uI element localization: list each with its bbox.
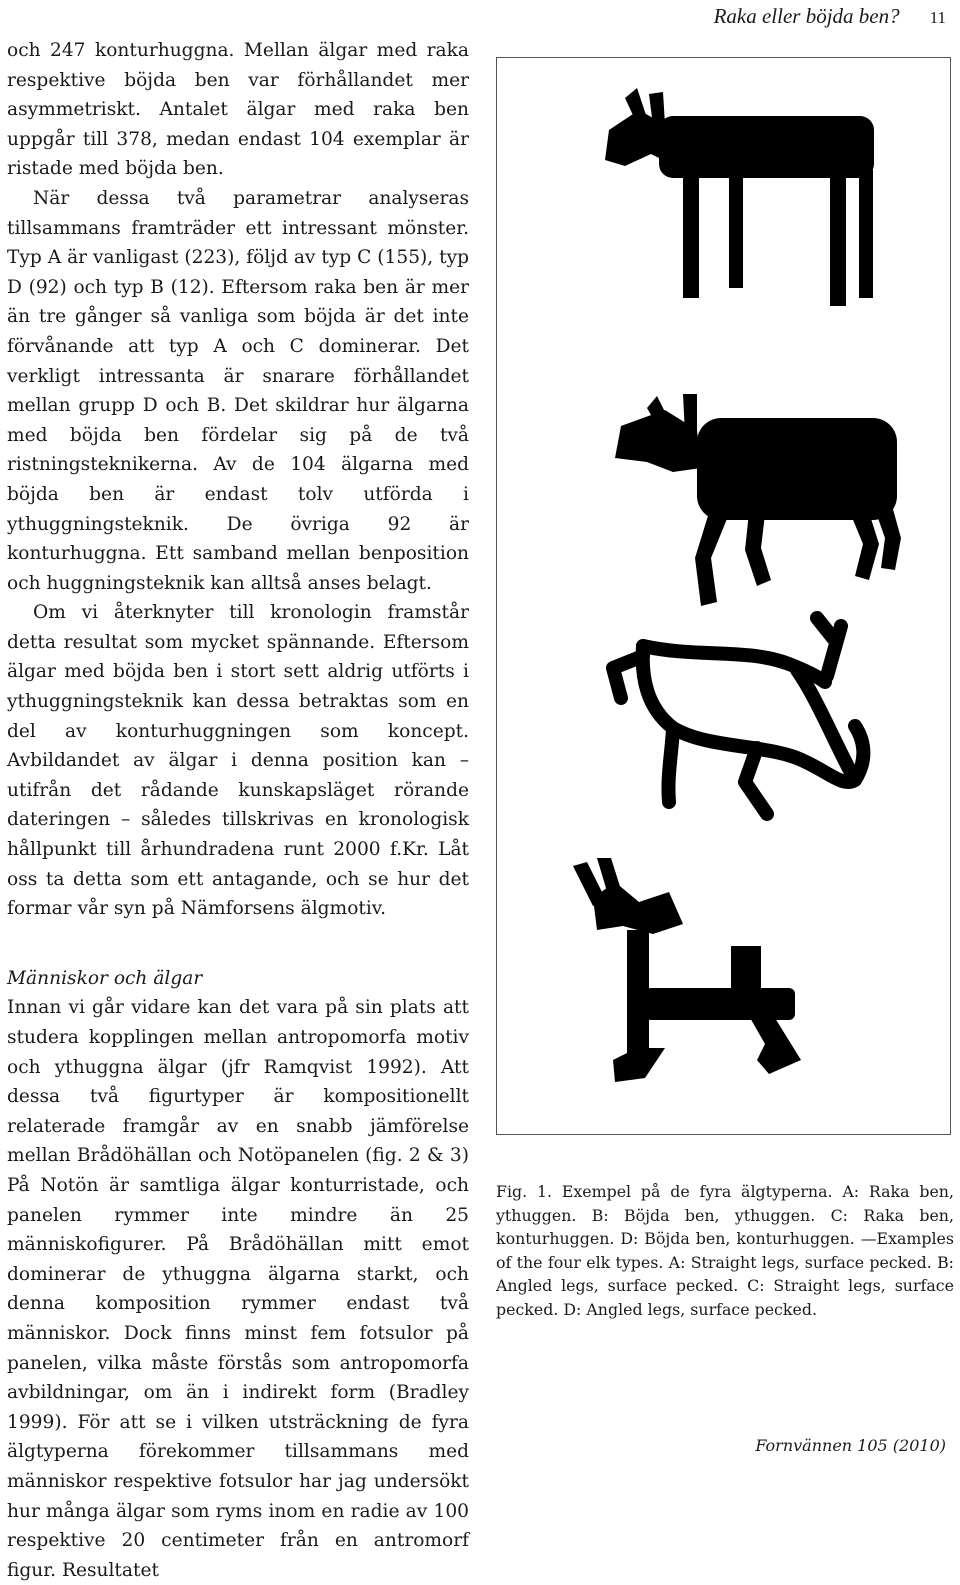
paragraph: Om vi återknyter till kronologin framstår detta resultat som mycket spännande. Eftersom älgar med böjda ben i stort sett aldrig utförts i ythuggningsteknik kan dessa betraktas som en del av konturhuggningen som koncept. Avbildandet av älgar i denna position kan – utifrån det rådande kunskapsläget rörande dateringen – således tillskrivas en kronologisk hållpunkt till århundradena runt 2000 f.Kr. Låt oss ta detta som ett antagande, och se hur det formar vår syn på Nämforsens älgmotiv. xyxy=(7,602,469,920)
page-number: 11 xyxy=(929,8,946,27)
elk-figure-d xyxy=(573,858,801,1082)
footer-journal: Fornvännen 105 (2010) xyxy=(755,1436,946,1455)
paragraph: När dessa två parametrar analyseras tillsammans framträder ett intressant mönster. Typ A är vanligast (223), följd av typ C (155), typ D (92) och typ B (12). Eftersom raka ben är mer än tre gånger så vanliga som böjda är det inte förvånande att typ A och C dominerar. Det verkligt intressanta är snarare förhållandet mellan grupp D och B. Det skildrar hur älgarna med böjda ben fördelar sig på de två ristningsteknikerna. Av de 104 älgarna med böjda ben är endast tolv utförda i ythuggningsteknik. De övriga 92 är konturhuggna. Ett samband mellan benposition och huggningsteknik kan alltså anses belagt. xyxy=(7,187,469,594)
paragraph: och 247 konturhuggna. Mellan älgar med raka respektive böjda ben var förhållandet mer asymmetriskt. Antalet älgar med raka ben uppgår till 378, medan endast 104 exemplar är ristade med böjda ben. xyxy=(7,40,469,180)
elk-figure-b xyxy=(615,394,901,606)
elk-figure-a xyxy=(605,88,874,306)
figure-caption: Fig. 1. Exempel på de fyra älgtyperna. A: Raka ben, ythuggen. B: Böjda ben, ythuggen. C: Raka ben, konturhuggen. D: Böjda ben, konturhuggen. —Examples of the four elk types. A: Straight legs, surface pecked. B: Angled legs, surface pecked. C: Straight legs, surface pecked. D: Angled legs, surface pecked. xyxy=(496,1182,954,1319)
paragraph: Innan vi går vidare kan det vara på sin plats att studera kopplingen mellan antropomorfa motiv och ythuggna älgar (jfr Ramqvist 1992). Att dessa två figurtyper är kompositionellt relaterade framgår av en snabb jämförelse mellan Brådöhällan och Notöpanelen (fig. 2 & 3) På Notön är samtliga älgar konturristade, och panelen rymmer inte mindre än 25 människofigurer. På Brådöhällan mitt emot dominerar de ythuggna älgarna starkt, och denna komposition rymmer endast två människor. Dock finns minst fem fotsulor på panelen, vilka måste förstås som antropomorfa avbildningar, om än i indirekt form (Bradley 1999). För att se i vilken utsträckning de fyra älgtyperna förekommer tillsammans med människor respektive fotsulor har jag undersökt hur många älgar som ryms inom en radie av 100 respektive 20 centimeter från en antromorf figur. Resultatet xyxy=(7,997,469,1581)
main-text-column xyxy=(7,36,469,1585)
section-heading: Människor och älgar xyxy=(7,967,203,989)
figure-frame xyxy=(496,57,951,1135)
running-title: Raka eller böjda ben? xyxy=(713,4,900,28)
elk-figure-c xyxy=(613,618,863,814)
running-head xyxy=(714,4,946,29)
elk-figures xyxy=(497,58,952,1136)
